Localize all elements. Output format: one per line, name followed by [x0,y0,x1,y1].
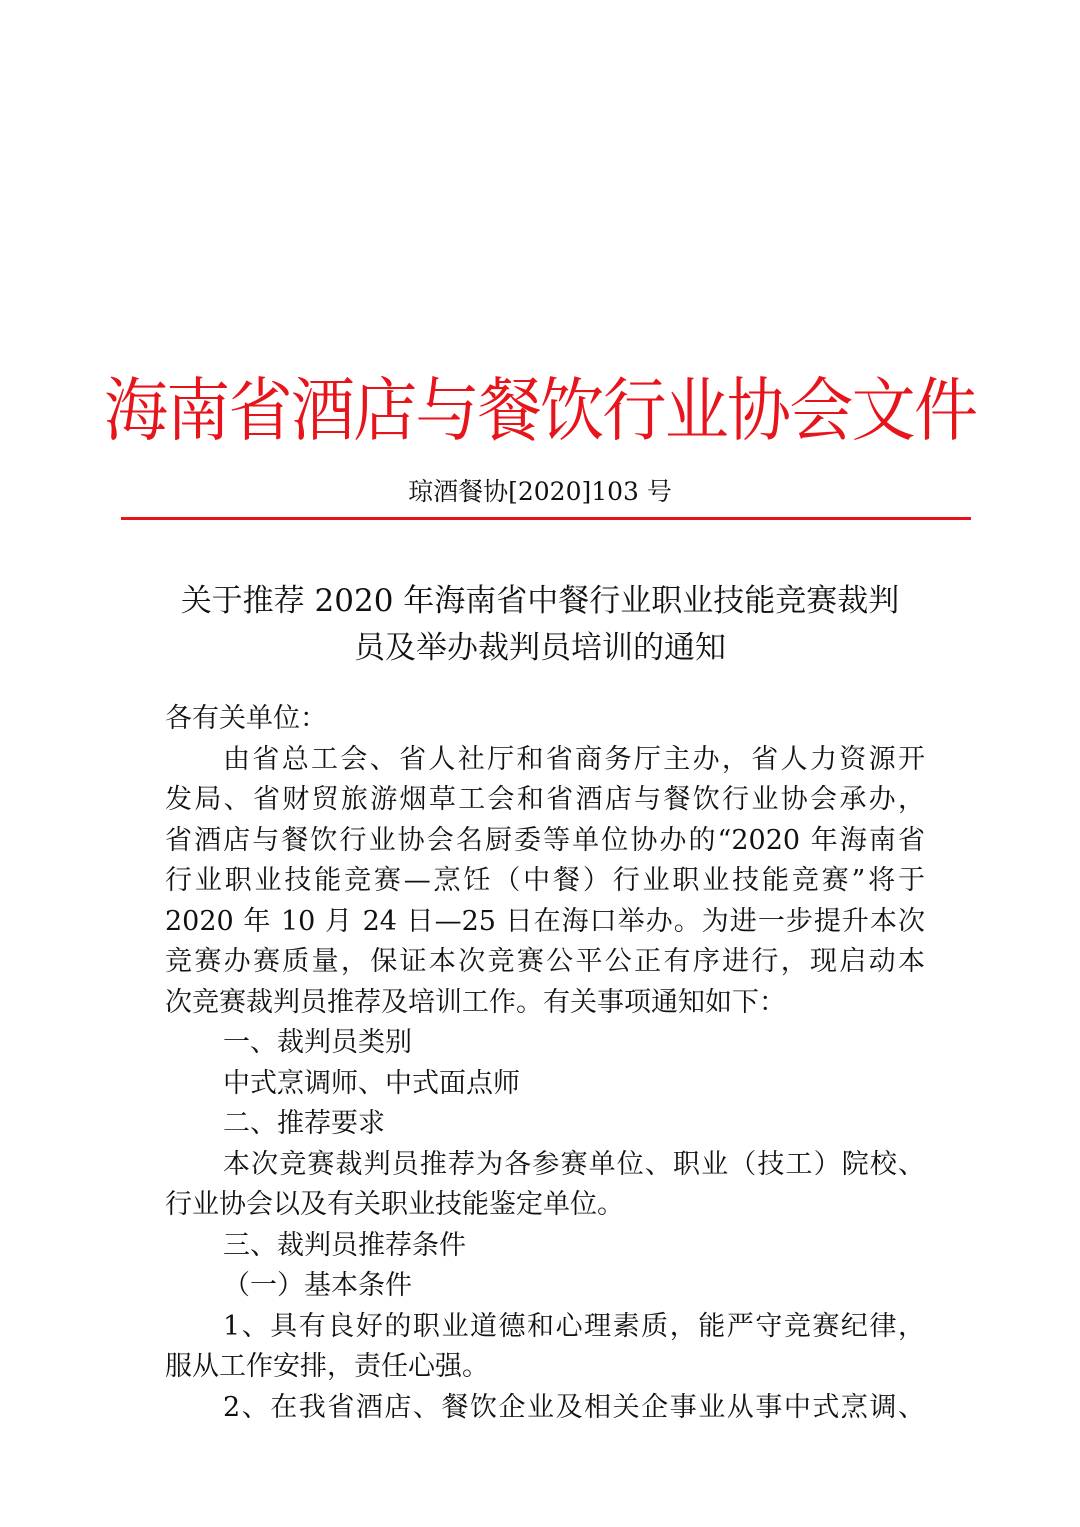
notice-body [165,699,925,1428]
red-divider-line [121,517,971,520]
paragraph-line: 服从工作安排，责任心强。 [165,1351,489,1382]
paragraph-line: 次竞赛裁判员推荐及培训工作。有关事项通知如下： [165,986,786,1018]
paragraph-line: 2020 年 10 月 24 日—25 日在海口举办。为进一步提升本次 [165,905,925,937]
paragraph-line: 2、在我省酒店、餐饮企业及相关企事业从事中式烹调、 [223,1391,925,1423]
paragraph-line: 行业职业技能竞赛—烹饪（中餐）行业职业技能竞赛”将于 [165,865,925,896]
paragraph-line: 发局、省财贸旅游烟草工会和省酒店与餐饮行业协会承办， [165,784,925,815]
salutation: 各有关单位： [165,703,327,734]
paragraph-line: 本次竞赛裁判员推荐为各参赛单位、职业（技工）院校、 [223,1148,925,1180]
subsection-heading: （一）基本条件 [223,1270,412,1301]
section-heading: 二、推荐要求 [223,1108,385,1139]
paragraph-line: 1、具有良好的职业道德和心理素质，能严守竞赛纪律， [223,1310,925,1342]
notice-title [100,578,980,672]
org-document-header: 海南省酒店与餐饮行业协会文件 [103,371,977,451]
document-number: 琼酒餐协[2020]103 号 [408,477,672,506]
notice-title-line: 关于推荐 2020 年海南省中餐行业职业技能竞赛裁判 [180,583,900,619]
paragraph-line: 中式烹调师、中式面点师 [223,1067,520,1099]
notice-title-line: 员及举办裁判员培训的通知 [354,630,726,666]
paragraph-line: 行业协会以及有关职业技能鉴定单位。 [165,1189,624,1220]
section-heading: 三、裁判员推荐条件 [223,1229,466,1261]
paragraph-line: 省酒店与餐饮行业协会名厨委等单位协办的“2020 年海南省 [165,824,925,856]
paragraph-line: 竞赛办赛质量，保证本次竞赛公平公正有序进行，现启动本 [165,946,925,977]
paragraph-line: 由省总工会、省人社厅和省商务厅主办，省人力资源开 [223,743,925,775]
section-heading: 一、裁判员类别 [223,1027,412,1058]
